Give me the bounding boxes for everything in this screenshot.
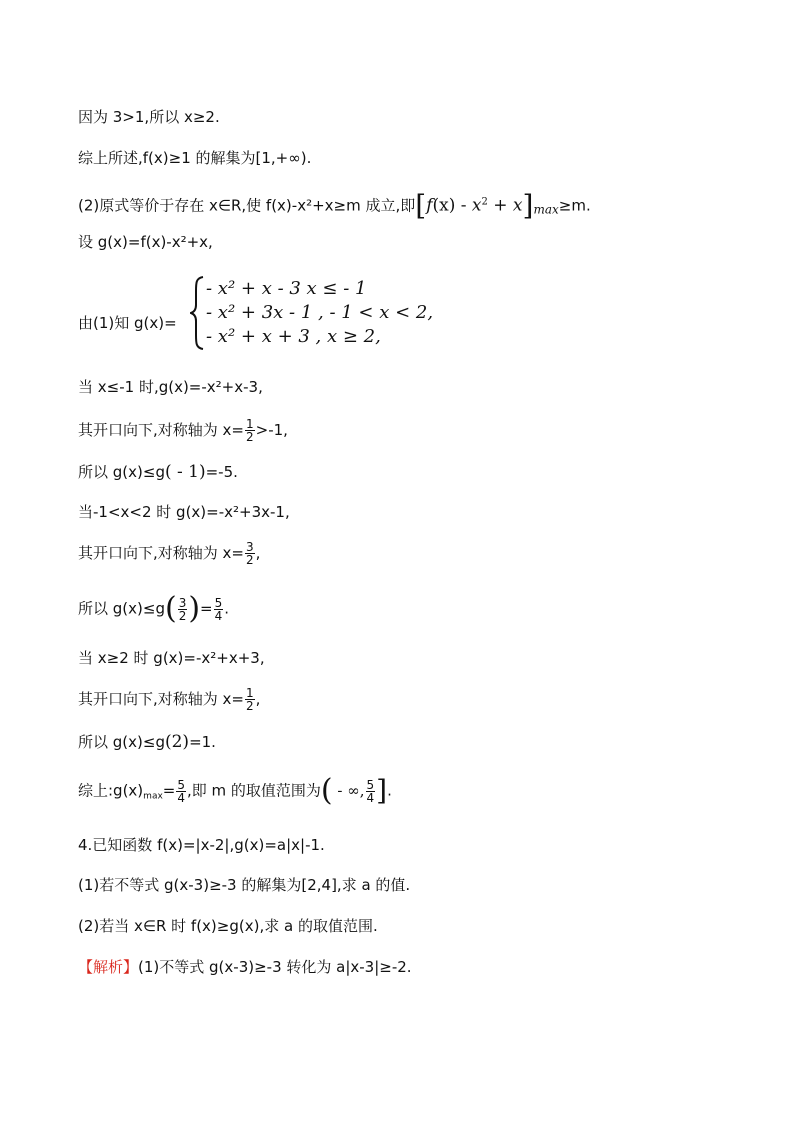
negative-infinity: - ∞, (332, 781, 365, 800)
math-x: x (471, 195, 482, 216)
text-segment: =1. (189, 733, 216, 751)
fraction-numerator: 3 (178, 595, 187, 610)
paren-close: ) (188, 591, 201, 626)
bracket-open: [ (415, 189, 427, 222)
text-line (78, 189, 591, 222)
fraction-denominator: 4 (177, 790, 185, 805)
text-segment: , (255, 690, 261, 708)
math-argument: ( - 1) (164, 462, 206, 482)
fraction (176, 779, 186, 804)
case-row: - x² + x - 3 x ≤ - 1 (206, 278, 367, 299)
fraction-denominator: 2 (178, 608, 187, 623)
piecewise-cases (206, 277, 433, 349)
text-line (78, 541, 260, 566)
fraction-denominator: 4 (366, 790, 375, 805)
paren-open: ( (164, 591, 177, 626)
fraction-numerator: 5 (214, 595, 223, 610)
text-segment: =-5. (205, 463, 238, 481)
case-row: - x² + x + 3 , x ≥ 2, (206, 326, 381, 347)
text-segment: = (162, 781, 176, 800)
text-segment: = (200, 599, 213, 618)
text-segment: 其开口向下,对称轴为 x= (78, 544, 244, 562)
math-minus: - (455, 195, 472, 216)
text-line: 当 x≤-1 时,g(x)=-x²+x-3, (78, 378, 263, 396)
text-segment: 综上:g(x) (78, 781, 144, 800)
piecewise-label: 由(1)知 g(x)= (78, 314, 177, 332)
text-segment: , (255, 544, 261, 562)
fraction-numerator: 3 (245, 540, 254, 554)
math-argument: (2) (164, 732, 190, 752)
text-segment: (2)原式等价于存在 x∈R,使 f(x)-x²+x≥m 成立,即 (78, 196, 416, 215)
fraction (366, 779, 376, 804)
bracket-close: ] (376, 774, 388, 807)
fraction-denominator: 4 (214, 608, 223, 623)
analysis-tag: 【解析】 (78, 958, 139, 976)
fraction-numerator: 1 (245, 686, 254, 700)
text-line (78, 464, 238, 481)
subquestion: (2)若当 x∈R 时 f(x)≥g(x),求 a 的取值范围. (78, 917, 378, 935)
left-brace-icon (190, 275, 206, 351)
fraction-numerator: 5 (177, 777, 185, 792)
problem-statement: 4.已知函数 f(x)=|x-2|,g(x)=a|x|-1. (78, 836, 325, 854)
max-subscript: max (143, 791, 163, 802)
math-square: 2 (481, 196, 488, 208)
text-segment: 其开口向下,对称轴为 x= (78, 690, 244, 708)
fraction-denominator: 2 (245, 553, 254, 567)
text-line: 因为 3>1,所以 x≥2. (78, 108, 220, 126)
text-line (78, 734, 216, 751)
math-plus-x: + x (487, 195, 523, 216)
text-segment: (1)不等式 g(x-3)≥-3 转化为 a|x-3|≥-2. (138, 958, 412, 976)
math-max-subscript: max (533, 202, 559, 217)
fraction-numerator: 5 (366, 777, 375, 792)
text-segment: ,即 m 的取值范围为 (187, 781, 321, 800)
fraction (214, 597, 224, 622)
text-line (78, 418, 288, 443)
text-segment: 所以 g(x)≤g (78, 463, 165, 481)
fraction-denominator: 2 (245, 430, 254, 444)
fraction (178, 597, 188, 622)
math-f: f (426, 195, 433, 216)
paren-open: ( (320, 773, 333, 808)
analysis-line (78, 960, 412, 975)
text-segment: 其开口向下,对称轴为 x= (78, 421, 244, 439)
text-line: 当-1<x<2 时 g(x)=-x²+3x-1, (78, 503, 290, 521)
fraction (245, 687, 255, 712)
case-row: - x² + 3x - 1 , - 1 < x < 2, (206, 302, 434, 323)
text-segment: . (387, 781, 392, 800)
fraction-denominator: 2 (245, 699, 254, 713)
text-line: 当 x≥2 时 g(x)=-x²+x+3, (78, 649, 265, 667)
subquestion: (1)若不等式 g(x-3)≥-3 的解集为[2,4],求 a 的值. (78, 876, 411, 894)
math-x-paren: (x) (432, 195, 456, 216)
fraction (245, 541, 255, 566)
text-segment: 所以 g(x)≤g (78, 733, 165, 751)
text-line (78, 591, 230, 626)
text-segment: 所以 g(x)≤g (78, 599, 165, 618)
bracket-close: ] (522, 189, 534, 222)
text-line (78, 773, 392, 808)
text-line: 综上所述,f(x)≥1 的解集为[1,+∞). (78, 149, 312, 167)
text-segment: . (224, 599, 230, 618)
text-segment: ≥m. (558, 196, 591, 215)
fraction-numerator: 1 (245, 417, 254, 431)
text-line: 设 g(x)=f(x)-x²+x, (78, 233, 213, 251)
fraction (245, 418, 255, 443)
text-line (78, 687, 260, 712)
text-segment: >-1, (255, 421, 288, 439)
